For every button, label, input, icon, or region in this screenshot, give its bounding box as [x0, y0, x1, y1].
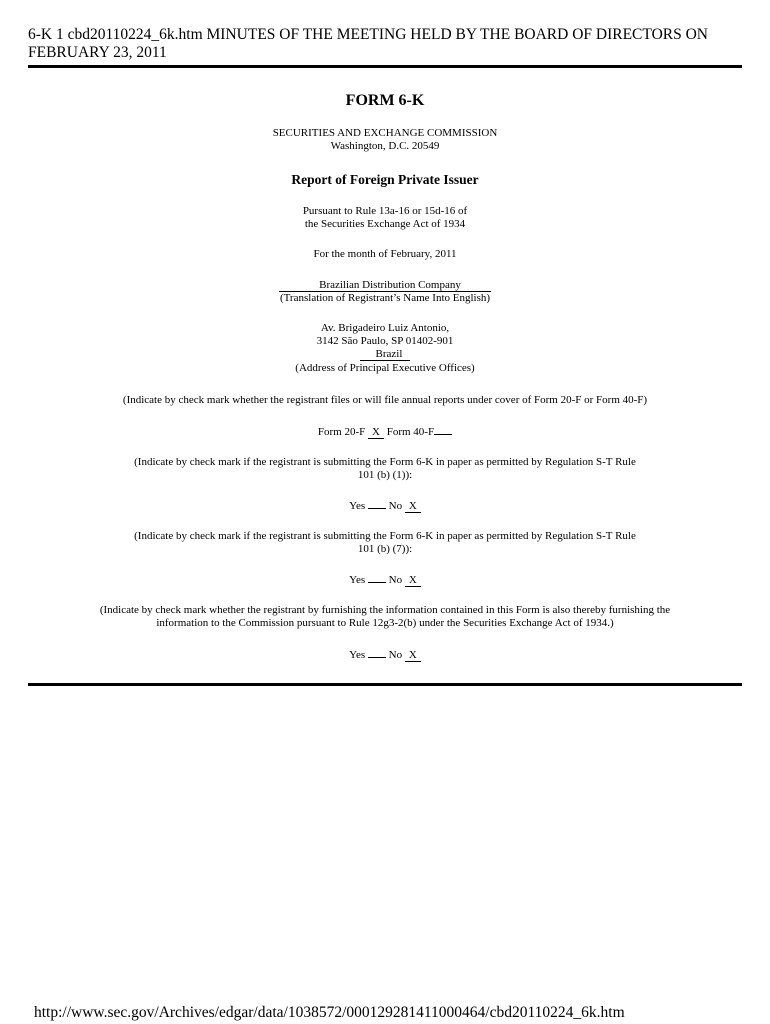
answer-annual-report [0, 425, 770, 439]
header-line-2: FEBRUARY 23, 2011 [28, 44, 167, 61]
registrant-name-line [0, 279, 770, 292]
question-rule-12g3-line-1: (Indicate by check mark whether the registrant by furnishing the information contained in this Form is also thereby furnishing the [99, 604, 671, 616]
pursuant-line-1: Pursuant to Rule 13a-16 or 15d-16 of [302, 205, 468, 217]
footer-url[interactable]: http://www.sec.gov/Archives/edgar/data/1038572/000129281411000464/cbd20110224_6k.htm [34, 1004, 625, 1021]
form-title: FORM 6-K [345, 92, 425, 109]
report-title: Report of Foreign Private Issuer [291, 172, 479, 187]
yes-blank [368, 648, 386, 658]
pursuant-line-2: the Securities Exchange Act of 1934 [304, 218, 466, 230]
address-line-1: Av. Brigadeiro Luiz Antonio, [320, 322, 450, 334]
address-line-3 [0, 348, 770, 361]
report-month: For the month of February, 2011 [313, 248, 457, 260]
no-mark: X [405, 649, 421, 662]
address-caption: (Address of Principal Executive Offices) [295, 362, 475, 374]
agency-address: Washington, D.C. 20549 [330, 140, 440, 152]
question-rule-101b1-line-2: 101 (b) (1)): [357, 469, 413, 481]
answer-rule-101b1 [0, 499, 770, 513]
document-header [28, 26, 740, 62]
question-rule-101b7-line-2: 101 (b) (7)): [357, 543, 413, 555]
question-rule-101b7-line-1: (Indicate by check mark if the registrant is submitting the Form 6-K in paper as permitted by Regulation S-T Rule [134, 530, 636, 542]
yes-blank [368, 499, 386, 509]
no-label: No [388, 500, 403, 512]
question-rule-12g3-line-2: information to the Commission pursuant to Rule 12g3-2(b) under the Securities Exchange Act of 1934.) [156, 617, 614, 629]
no-label: No [388, 649, 403, 661]
yes-label: Yes [349, 649, 366, 661]
yes-label: Yes [349, 574, 366, 586]
answer-rule-101b7 [0, 573, 770, 587]
yes-blank [368, 573, 386, 583]
top-divider [28, 65, 742, 68]
header-line-1: 6-K 1 cbd20110224_6k.htm MINUTES OF THE MEETING HELD BY THE BOARD OF DIRECTORS ON [28, 26, 708, 43]
address-line-2: 3142 São Paulo, SP 01402-901 [316, 335, 454, 347]
form-40f-blank [434, 425, 452, 435]
answer-rule-12g3 [0, 648, 770, 662]
form-40f-label: Form 40-F [386, 426, 435, 438]
bottom-divider [28, 683, 742, 686]
no-mark: X [405, 500, 421, 513]
question-rule-101b1-line-1: (Indicate by check mark if the registrant is submitting the Form 6-K in paper as permitted by Regulation S-T Rule [134, 456, 636, 468]
registrant-name-caption: (Translation of Registrant’s Name Into English) [279, 292, 491, 304]
form-20f-label: Form 20-F [317, 426, 366, 438]
registrant-name: Brazilian Distribution Company [279, 279, 491, 292]
agency-name: SECURITIES AND EXCHANGE COMMISSION [272, 127, 498, 139]
address-country: Brazil [360, 348, 411, 361]
no-mark: X [405, 574, 421, 587]
form-20f-mark: X [368, 426, 384, 439]
question-annual-report: (Indicate by check mark whether the registrant files or will file annual reports under cover of Form 20-F or Form 40-F) [122, 394, 648, 406]
yes-label: Yes [349, 500, 366, 512]
no-label: No [388, 574, 403, 586]
